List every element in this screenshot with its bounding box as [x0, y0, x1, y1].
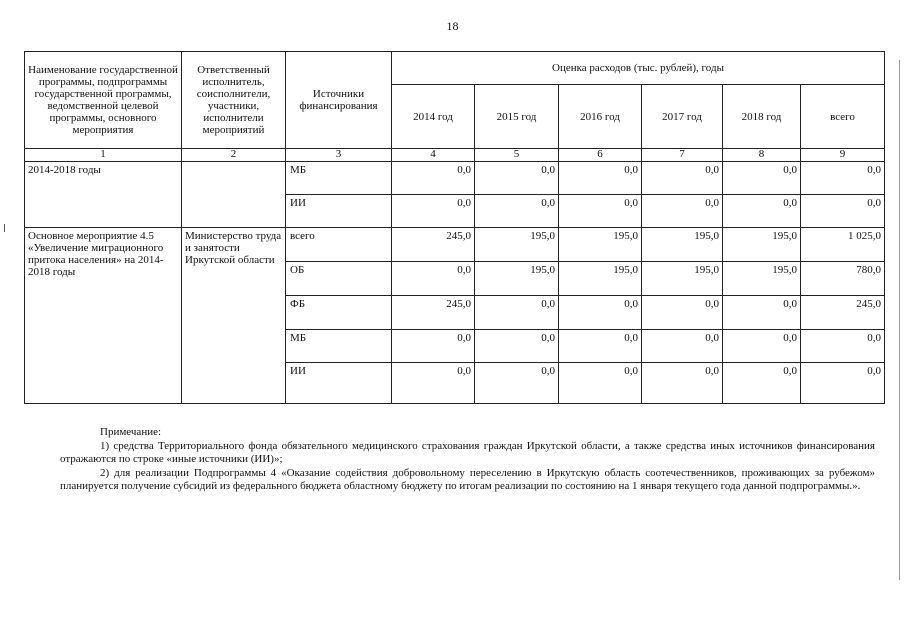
value-cell: 195,0 [475, 262, 559, 296]
value-cell: 0,0 [475, 195, 559, 228]
value-cell: 195,0 [475, 228, 559, 262]
value-cell: 0,0 [723, 330, 801, 363]
column-number: 5 [475, 149, 559, 162]
value-cell: 1 025,0 [801, 228, 885, 262]
column-number: 2 [182, 149, 286, 162]
value-cell: 245,0 [392, 228, 475, 262]
scan-edge-mark [4, 224, 5, 232]
column-number: 9 [801, 149, 885, 162]
value-cell: 0,0 [475, 296, 559, 330]
value-cell: 0,0 [642, 162, 723, 195]
value-cell: 0,0 [559, 330, 642, 363]
value-cell: 0,0 [392, 162, 475, 195]
note-item: 2) для реализации Подпрограммы 4 «Оказание содействия добровольному переселению в Иркутскую область соотечественников, проживающих за рубежом» планируется получение субсидий из федерального бюджета областному бюджету по итогам реализации по состоянию на 1 января текущего года данной подпрограммы.». [60, 466, 875, 492]
column-number: 1 [25, 149, 182, 162]
header-year: 2014 год [392, 85, 475, 149]
value-cell: 0,0 [392, 262, 475, 296]
value-cell: 0,0 [723, 195, 801, 228]
value-cell: 780,0 [801, 262, 885, 296]
column-number: 4 [392, 149, 475, 162]
value-cell: 0,0 [801, 330, 885, 363]
value-cell: 195,0 [723, 228, 801, 262]
executor: Министерство труда и занятости Иркутской области [182, 228, 286, 404]
value-cell: 0,0 [475, 162, 559, 195]
value-cell: 0,0 [392, 363, 475, 404]
header-year: 2016 год [559, 85, 642, 149]
table-row [25, 228, 885, 262]
value-cell: 0,0 [723, 296, 801, 330]
value-cell: 0,0 [642, 296, 723, 330]
value-cell: 0,0 [723, 363, 801, 404]
notes-title: Примечание: [100, 426, 162, 438]
value-cell: 0,0 [723, 162, 801, 195]
header-year: 2015 год [475, 85, 559, 149]
header-program-name: Наименование государственной программы, подпрограммы государственной программы, ведомственной целевой программы, основного мероприятия [25, 52, 182, 149]
column-numbers-row [25, 149, 885, 162]
value-cell: 0,0 [475, 363, 559, 404]
column-number: 7 [642, 149, 723, 162]
value-cell: 0,0 [642, 330, 723, 363]
value-cell: 0,0 [642, 195, 723, 228]
value-cell: 0,0 [801, 195, 885, 228]
value-cell: 0,0 [559, 363, 642, 404]
funding-source: ИИ [286, 195, 392, 228]
value-cell: 0,0 [801, 363, 885, 404]
header-executor: Ответственный исполнитель, соисполнители, участники, исполнители мероприятий [182, 52, 286, 149]
header-year: 2018 год [723, 85, 801, 149]
value-cell: 0,0 [392, 195, 475, 228]
value-cell: 245,0 [392, 296, 475, 330]
header-year: 2017 год [642, 85, 723, 149]
value-cell: 0,0 [559, 195, 642, 228]
value-cell: 0,0 [642, 363, 723, 404]
funding-source: всего [286, 228, 392, 262]
page-number: 18 [446, 19, 459, 33]
funding-source: ФБ [286, 296, 392, 330]
program-name: 2014-2018 годы [25, 162, 182, 228]
funding-source: ИИ [286, 363, 392, 404]
expense-table [24, 51, 885, 404]
header-funding-source: Источники финансирования [286, 52, 392, 149]
note-item: 1) средства Территориального фонда обязательного медицинского страхования граждан Иркутской области, а также средства иных источников финансирования отражаются по строке «иные источники (ИИ)»; [60, 439, 875, 465]
funding-source: МБ [286, 330, 392, 363]
column-number: 3 [286, 149, 392, 162]
value-cell: 195,0 [723, 262, 801, 296]
value-cell: 0,0 [559, 296, 642, 330]
program-name: Основное мероприятие 4.5 «Увеличение миграционного притока населения» на 2014-2018 годы [25, 228, 182, 404]
value-cell: 0,0 [559, 162, 642, 195]
header-expense-estimate: Оценка расходов (тыс. рублей), годы [392, 52, 885, 85]
value-cell: 195,0 [642, 262, 723, 296]
funding-source: МБ [286, 162, 392, 195]
value-cell: 195,0 [559, 228, 642, 262]
executor [182, 162, 286, 228]
value-cell: 195,0 [642, 228, 723, 262]
table-row [25, 162, 885, 195]
header-total: всего [801, 85, 885, 149]
column-number: 8 [723, 149, 801, 162]
value-cell: 195,0 [559, 262, 642, 296]
value-cell: 245,0 [801, 296, 885, 330]
value-cell: 0,0 [392, 330, 475, 363]
value-cell: 0,0 [801, 162, 885, 195]
column-number: 6 [559, 149, 642, 162]
scan-edge-line [899, 60, 900, 580]
notes-section [60, 426, 875, 494]
value-cell: 0,0 [475, 330, 559, 363]
funding-source: ОБ [286, 262, 392, 296]
